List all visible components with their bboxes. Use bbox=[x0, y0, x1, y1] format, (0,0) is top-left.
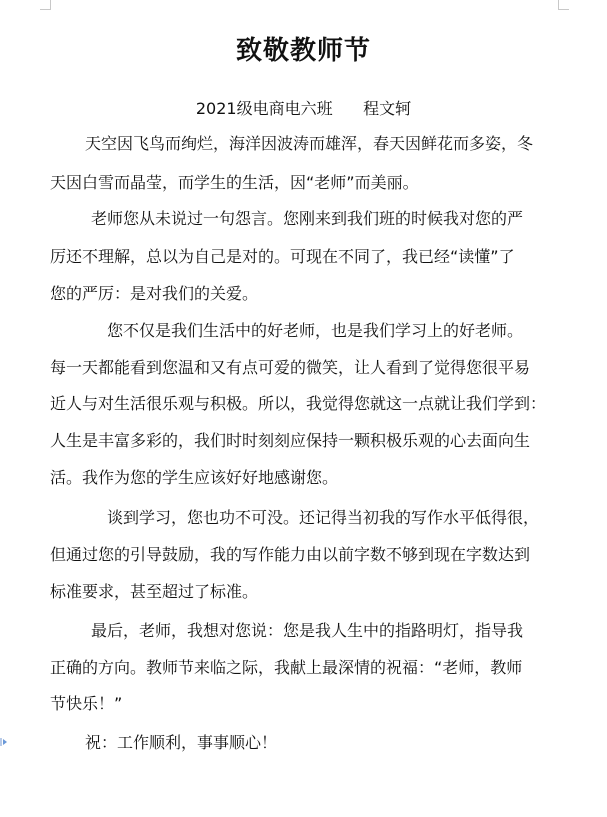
body-line: 天空因飞鸟而绚烂，海洋因波涛而雄浑，春天因鲜花而多姿，冬 bbox=[85, 134, 534, 153]
body-line: 老师您从未说过一句怨言。您刚来到我们班的时候我对您的严 bbox=[91, 209, 524, 228]
body-line: 您的严厉：是对我们的关爱。 bbox=[50, 284, 259, 303]
body-line: 标准要求，甚至超过了标准。 bbox=[50, 582, 259, 601]
body-line: 活。我作为您的学生应该好好地感谢您。 bbox=[50, 468, 339, 487]
body-line: 正确的方向。教师节来临之际，我献上最深情的祝福：“老师，教师 bbox=[50, 658, 523, 677]
closing-line: 祝：工作顺利，事事顺心！ bbox=[85, 733, 278, 752]
body-line: 最后，老师，我想对您说：您是我人生中的指路明灯，指导我 bbox=[91, 621, 524, 640]
body-line: 节快乐！” bbox=[50, 694, 123, 713]
document-title: 致敬教师节 bbox=[235, 36, 371, 66]
document-byline: 2021级电商电六班 程文轲 bbox=[195, 99, 412, 118]
body-line: 人生是丰富多彩的，我们时时刻刻应保持一颗积极乐观的心去面向生 bbox=[50, 431, 531, 450]
body-line: 您不仅是我们生活中的好老师，也是我们学习上的好老师。 bbox=[107, 321, 524, 340]
body-line: 谈到学习，您也功不可没。还记得当初我的写作水平低得很， bbox=[107, 508, 540, 527]
body-line: 天因白雪而晶莹，而学生的生活，因“老师”而美丽。 bbox=[50, 173, 419, 192]
body-line: 但通过您的引导鼓励，我的写作能力由以前字数不够到现在字数达到 bbox=[50, 545, 531, 564]
body-line: 厉还不理解，总以为自己是对的。可现在不同了，我已经“读懂”了 bbox=[50, 247, 515, 266]
body-line: 每一天都能看到您温和又有点可爱的微笑，让人看到了觉得您很平易 bbox=[50, 358, 531, 377]
caret-right-icon[interactable] bbox=[0, 737, 8, 750]
body-line: 近人与对生活很乐观与积极。所以，我觉得您就这一点就让我们学到： bbox=[50, 394, 547, 413]
